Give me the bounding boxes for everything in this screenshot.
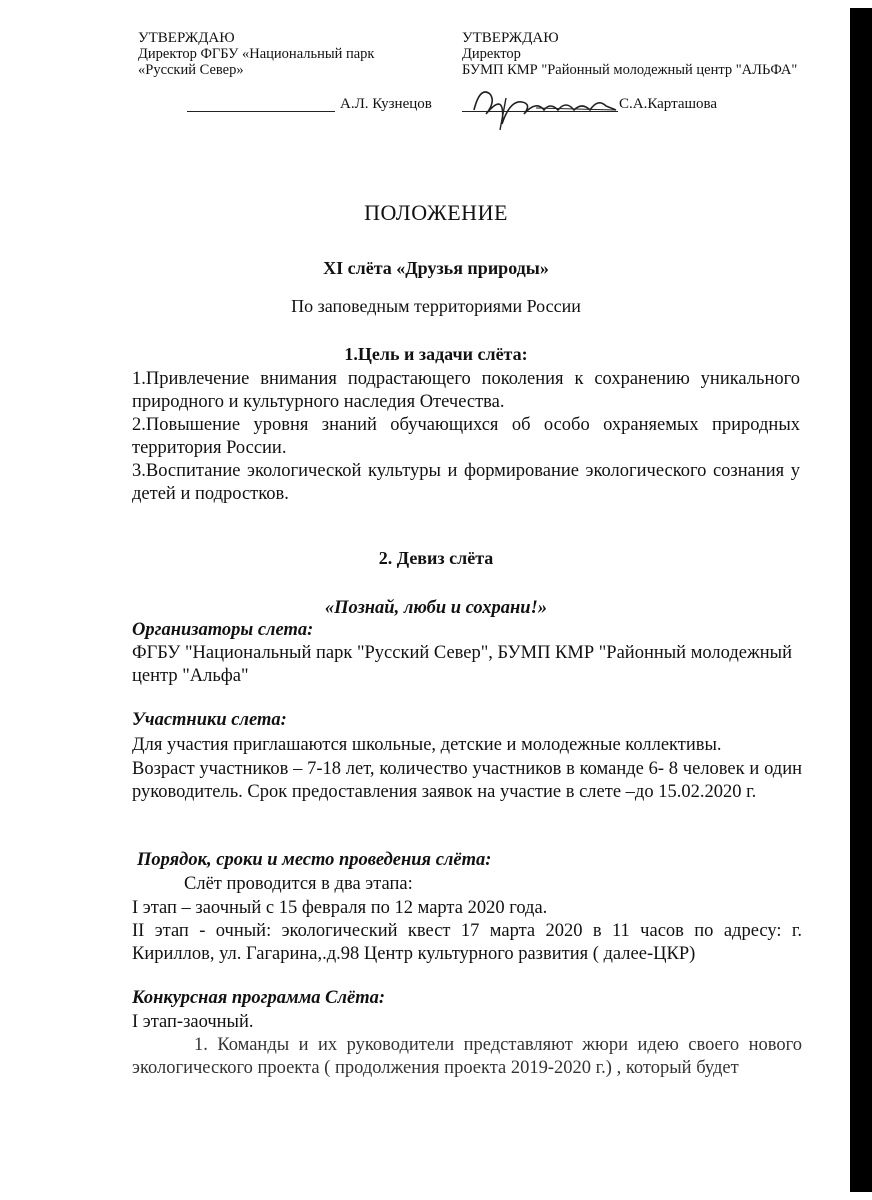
document-subtitle-2: По заповедным территориями России [291,296,581,316]
order-heading: Порядок, сроки и место проведения слёта: [137,850,492,870]
contest-text-2: 1. Команды и их руководители представляют жюри идею своего нового экологического проекта ( продолжения проекта 2019-2020 г.) , который будет [132,1035,802,1078]
contest-text-1: I этап-заочный. [132,1012,254,1032]
approval-position-right-line1: Директор [462,46,521,62]
section-1-item-1: 1.Привлечение внимания подрастающего поколения к сохранению уникального природного и культурного наследия Отечества. [132,369,800,412]
participants-text-2: Возраст участников – 7-18 лет, количество участников в команде 6- 8 человек и один руководитель. Срок предоставления заявок на участие в слете –до 15.02.2020 г. [132,759,802,802]
order-text-3: II этап - очный: экологический квест 17 марта 2020 в 11 часов по адресу: г. Кириллов, ул. Гагарина,.д.98 Центр культурного развития ( далее-ЦКР) [132,921,802,964]
signature-line-right [462,111,618,112]
section-2-title: 2. Девиз слёта [378,548,494,568]
order-text-2: I этап – заочный с 15 февраля по 12 марта 2020 года. [132,898,548,918]
document-subtitle: XI слёта «Друзья природы» [323,258,549,278]
section-1-item-3: 3.Воспитание экологической культуры и формирование экологического сознания у детей и подростков. [132,461,800,504]
handwritten-signature [466,80,626,134]
approver-name-left: А.Л. Кузнецов [340,96,432,112]
motto: «Познай, люби и сохрани!» [324,598,548,618]
order-text-1: Слёт проводится в два этапа: [184,874,413,894]
document-title: ПОЛОЖЕНИЕ [364,200,508,225]
section-1-item-2: 2.Повышение уровня знаний обучающихся об особо охраняемых природных территория России. [132,415,800,458]
organizers-text: ФГБУ "Национальный парк "Русский Север", БУМП КМР "Районный молодежный центр "Альфа" [132,643,793,686]
approver-name-right: С.А.Карташова [619,96,718,112]
organizers-heading: Организаторы слета: [132,620,314,640]
signature-line-left [187,111,335,112]
approval-heading-left: УТВЕРЖДАЮ [138,30,235,46]
approval-block-right [462,30,797,78]
contest-heading: Конкурсная программа Слёта: [132,988,386,1008]
approval-block-left [138,30,374,78]
approval-heading-right: УТВЕРЖДАЮ [462,30,559,46]
approval-position-left-line1: Директор ФГБУ «Национальный парк [138,46,375,62]
section-1-title: 1.Цель и задачи слёта: [344,344,528,364]
approval-position-left-line2: «Русский Север» [138,62,244,78]
participants-heading: Участники слета: [132,710,287,730]
participants-text-1: Для участия приглашаются школьные, детские и молодежные коллективы. [132,735,722,755]
approval-position-right-line2: БУМП КМР "Районный молодежный центр "АЛЬФА" [462,62,798,78]
